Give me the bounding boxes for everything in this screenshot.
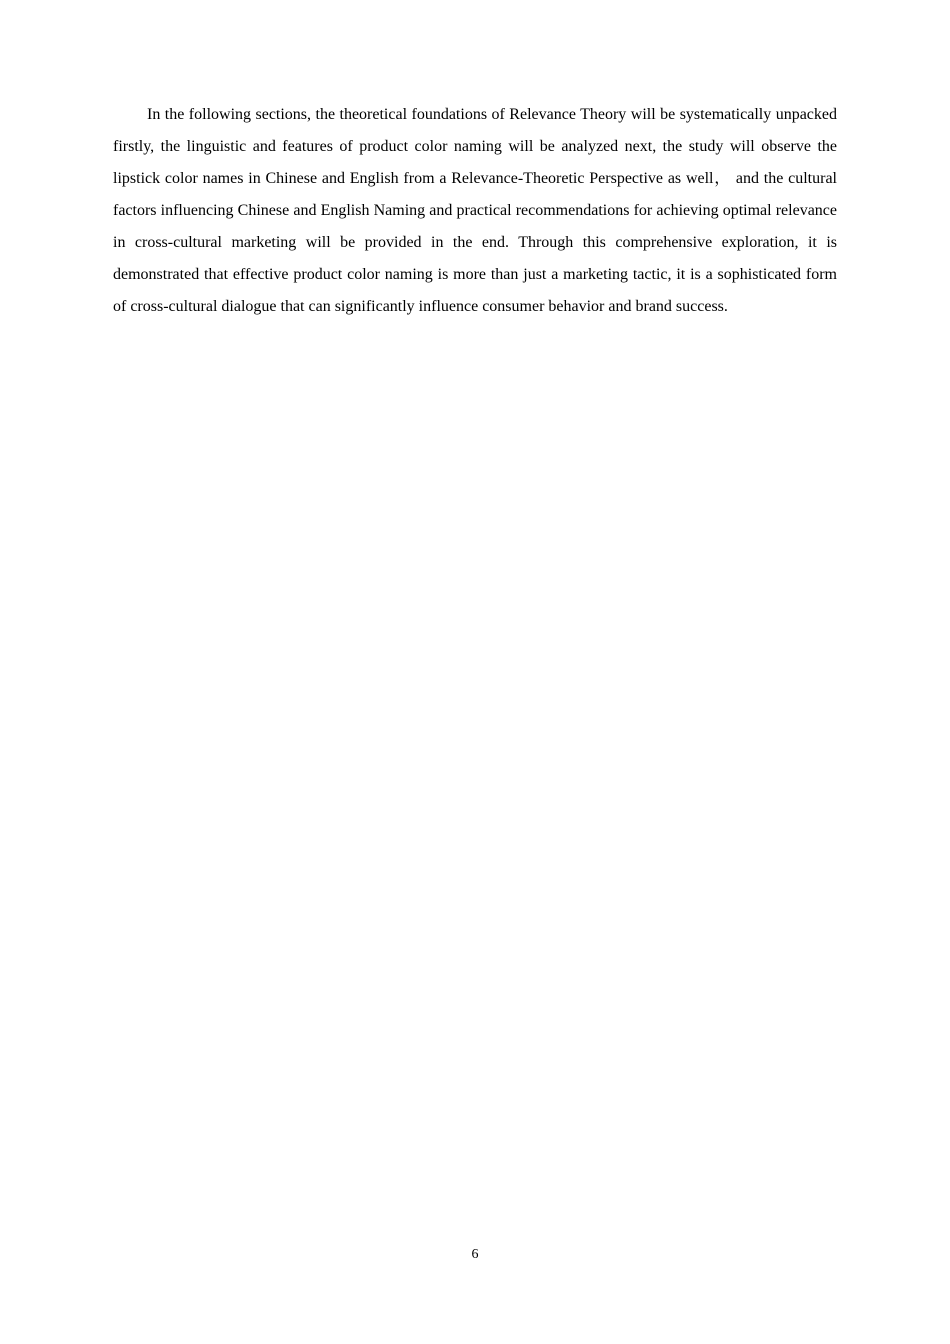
- body-paragraph: In the following sections, the theoretical foundations of Relevance Theory will be systematically unpacked firstly, the linguistic and features of product color naming will be analyzed next, the study will observe the lipstick color names in Chinese and English from a Relevance-Theoretic Perspective as well， and the cultural factors influencing Chinese and English Naming and practical recommendations for achieving optimal relevance in cross-cultural marketing will be provided in the end. Through this comprehensive exploration, it is demonstrated that effective product color naming is more than just a marketing tactic, it is a sophisticated form of cross-cultural dialogue that can significantly influence consumer behavior and brand success.: [113, 106, 837, 315]
- page-number: 6: [471, 1247, 479, 1262]
